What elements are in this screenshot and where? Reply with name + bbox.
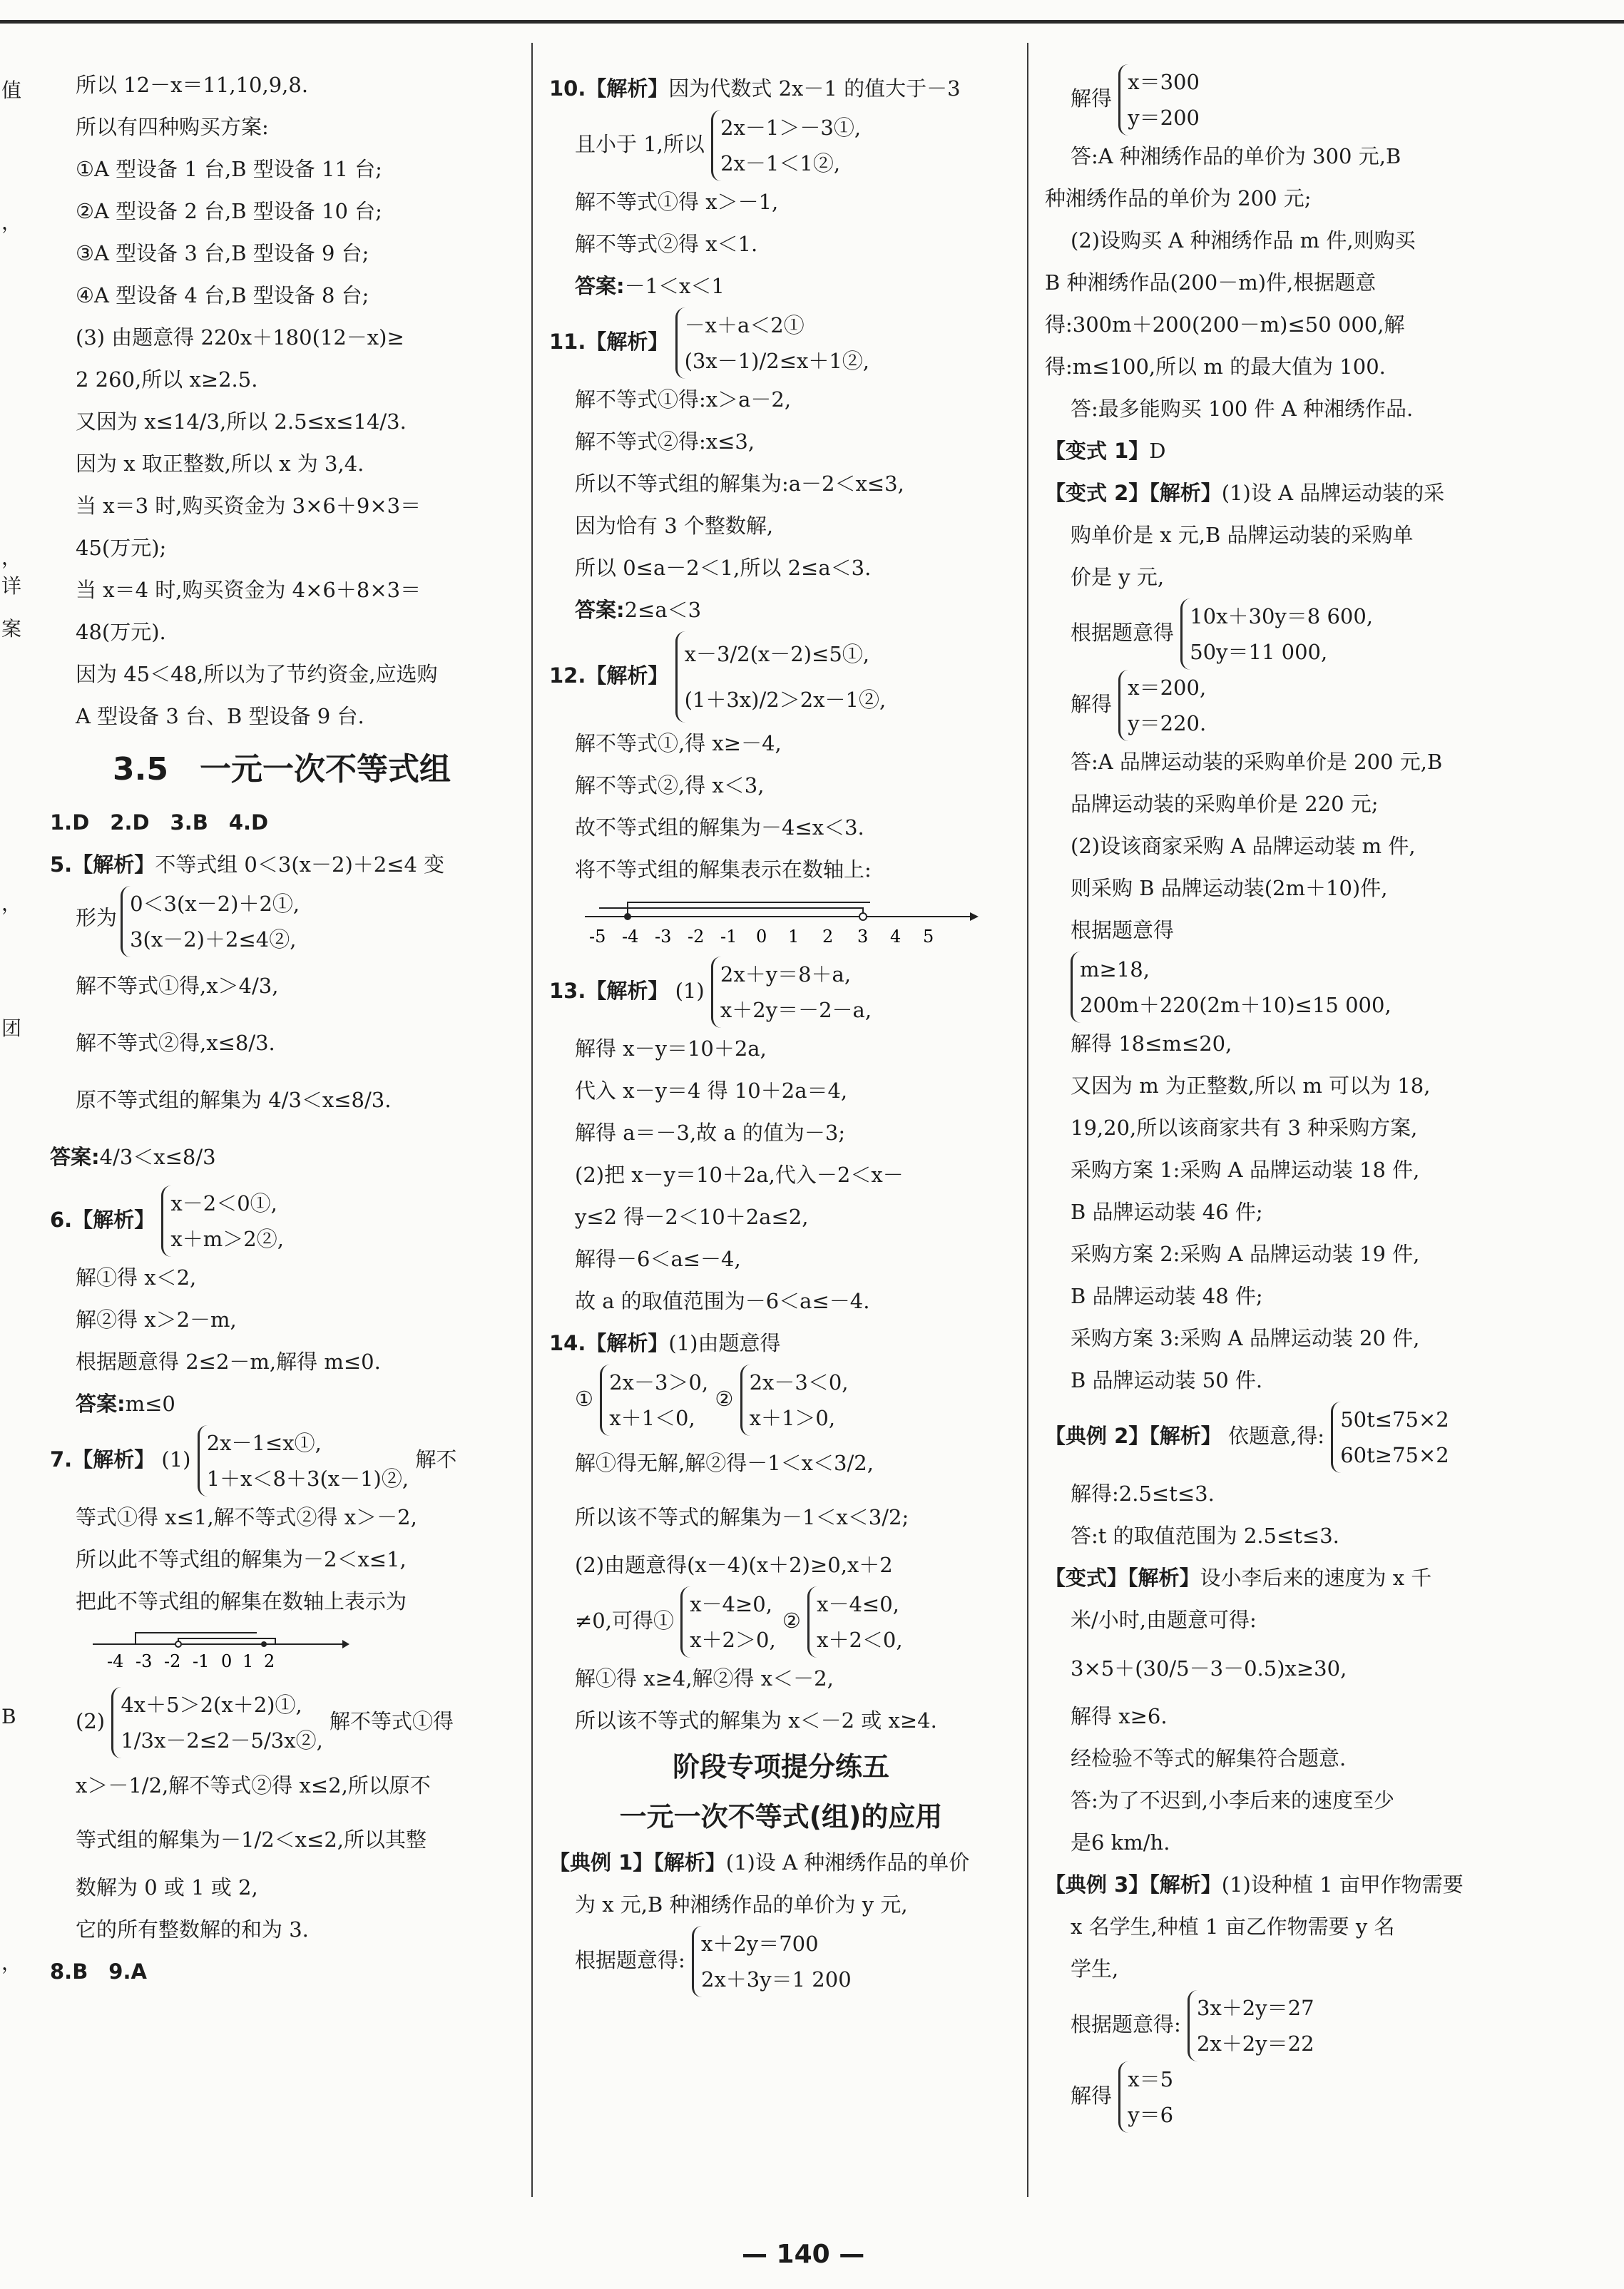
text-line: 当 x＝3 时,购买资金为 3×6＋9×3＝: [76, 494, 422, 518]
equation: x＋2y＝700: [701, 1932, 819, 1956]
text-line: 答:为了不迟到,小李后来的速度至少: [1071, 1788, 1394, 1813]
variant-label: 【变式 2】【解析】: [1045, 481, 1222, 505]
text-line: 解不等式②得,x≤8/3.: [76, 1031, 275, 1055]
text-line: 解不等式①得 x＞－1,: [575, 190, 779, 214]
question-label: 14.【解析】: [549, 1331, 669, 1355]
text-line: 数解为 0 或 1 或 2,: [76, 1875, 258, 1900]
variant-label: 【变式】【解析】: [1045, 1566, 1200, 1590]
equation: x＋1＞0,: [749, 1406, 836, 1430]
text-line: 45(万元);: [76, 536, 167, 560]
example-label: 【典例 2】【解析】: [1045, 1424, 1222, 1448]
text-line: 所以有四种购买方案:: [76, 115, 269, 139]
margin-char: ，: [1, 892, 22, 915]
text-line: B 品牌运动装 46 件;: [1071, 1200, 1263, 1224]
equation: x＝200,: [1128, 676, 1207, 700]
answer: 4/3＜x≤8/3: [99, 1145, 216, 1169]
text-line: 根据题意得:: [1071, 2012, 1181, 2036]
text-line: 解不等式①得: [330, 1709, 454, 1733]
tick-label: 0: [221, 1651, 233, 1671]
text-line: ①A 型设备 1 台,B 型设备 11 台;: [76, 157, 382, 181]
tick-label: 2: [264, 1651, 275, 1671]
equation-system: [161, 1186, 284, 1257]
answer-label: 答案:: [575, 598, 625, 622]
text-line: 不等式组 0＜3(x－2)＋2≤4 变: [155, 852, 445, 877]
answer-label: 答案:: [50, 1145, 100, 1169]
text-line: 解不: [415, 1447, 457, 1472]
equation: (3x－1)/2≤x＋1②,: [684, 349, 870, 373]
text-line: 所以该不等式的解集为－1＜x＜3/2;: [575, 1505, 909, 1529]
equation: 2x＋3y＝1 200: [701, 1967, 852, 1992]
tick-label: -2: [164, 1651, 181, 1671]
question-label: 10.【解析】: [549, 76, 669, 101]
text-line: ④A 型设备 4 台,B 型设备 8 台;: [76, 283, 369, 307]
tick-label: 1: [242, 1651, 254, 1671]
text-line: 因为代数式 2x－1 的值大于－3: [668, 76, 961, 101]
text-line: (1): [161, 1447, 191, 1472]
text-line: 等式①得 x≤1,解不等式②得 x＞－2,: [76, 1505, 417, 1529]
text-line: (2)设该商家采购 A 品牌运动装 m 件,: [1071, 834, 1416, 858]
text-line: 解①得无解,解②得－1＜x＜3/2,: [575, 1451, 874, 1475]
text-line: 代入 x－y＝4 得 10＋2a＝4,: [575, 1079, 848, 1103]
text-line: 根据题意得:: [575, 1948, 685, 1972]
text-line: 3×5＋(30/5－3－0.5)x≥30,: [1071, 1656, 1347, 1681]
answer: m≤0: [125, 1392, 175, 1416]
example-label: 【典例 3】【解析】: [1045, 1872, 1222, 1897]
text-line: 把此不等式组的解集在数轴上表示为: [76, 1589, 407, 1613]
text-line: 解得 x≥6.: [1071, 1704, 1168, 1728]
equation: 4x＋5＞2(x＋2)①,: [121, 1693, 302, 1717]
equation-system: [1331, 1402, 1449, 1473]
top-rule: [0, 20, 1624, 24]
margin-char: ，: [1, 546, 22, 569]
question-label: 5.【解析】: [50, 852, 155, 877]
text-line: 为 x 元,B 种湘绣作品的单价为 y 元,: [575, 1892, 908, 1917]
answer: －1＜x＜1: [624, 274, 725, 298]
text-line: 解不等式①得:x＞a－2,: [575, 387, 792, 412]
equation: 50t≤75×2: [1340, 1407, 1449, 1432]
text-line: 种湘绣作品的单价为 200 元;: [1045, 186, 1312, 210]
equation: 10x＋30y＝8 600,: [1190, 604, 1374, 628]
text-line: 解得: [1071, 86, 1113, 111]
text-line: (2)设购买 A 种湘绣作品 m 件,则购买: [1071, 228, 1416, 253]
text-line: 48(万元).: [76, 620, 166, 644]
equation: 3(x－2)＋2≤4②,: [130, 927, 297, 952]
equation: x－3/2(x－2)≤5①,: [684, 642, 870, 666]
equation: 2x＋2y＝22: [1197, 2031, 1314, 2056]
equation-system: [711, 110, 861, 181]
text-line: (1)由题意得: [668, 1331, 781, 1355]
column-divider: [531, 43, 533, 2197]
column-divider: [1027, 43, 1028, 2197]
text-line: 形为: [76, 905, 118, 930]
answer-label: 答案:: [575, 274, 625, 298]
text-line: 所以 12－x＝11,10,9,8.: [76, 73, 309, 97]
equation-system: [1118, 2061, 1173, 2133]
text-line: ②: [782, 1609, 801, 1633]
column-3: [1045, 64, 1530, 2133]
question-label: 7.【解析】: [50, 1447, 155, 1472]
equation: 2x＋y＝8＋a,: [720, 962, 852, 987]
text-line: ≠0,可得①: [575, 1609, 674, 1633]
text-line: 等式组的解集为－1/2＜x≤2,所以其整: [76, 1827, 427, 1852]
column-2: [549, 68, 1013, 1997]
answer: 2≤a＜3: [624, 598, 702, 622]
text-line: 品牌运动装的采购单价是 220 元;: [1071, 792, 1379, 816]
tick-label: 0: [756, 927, 767, 947]
text-line: 答:A 种湘绣作品的单价为 300 元,B: [1071, 144, 1401, 168]
margin-char: ，: [1, 210, 22, 234]
text-line: 解得:2.5≤t≤3.: [1071, 1482, 1215, 1506]
tick-label: -2: [688, 927, 705, 947]
text-line: (1)设种植 1 亩甲作物需要: [1221, 1872, 1464, 1897]
text-line: 价是 y 元,: [1071, 565, 1165, 589]
equation: 2x－3＞0,: [609, 1370, 709, 1395]
equation: 60t≥75×2: [1340, 1443, 1449, 1467]
text-line: 解得 a＝－3,故 a 的值为－3;: [575, 1121, 846, 1145]
equation: 1/3x－2≤2－5/3x②,: [121, 1728, 323, 1753]
text-line: 解得－6＜a≤－4,: [575, 1247, 741, 1271]
answers: 8.B 9.A: [50, 1959, 147, 1984]
text-line: 所以 0≤a－2＜1,所以 2≤a＜3.: [575, 556, 872, 580]
answer-label: 答案:: [76, 1392, 126, 1416]
tick-label: 5: [923, 927, 934, 947]
text-line: 解①得 x≥4,解②得 x＜－2,: [575, 1666, 834, 1691]
text-line: 采购方案 3:采购 A 品牌运动装 20 件,: [1071, 1326, 1420, 1350]
text-line: 故 a 的取值范围为－6＜a≤－4.: [575, 1289, 870, 1313]
column-1: [50, 64, 514, 1993]
text-line: (3) 由题意得 220x＋180(12－x)≥: [76, 325, 404, 350]
equation: x－2＜0①,: [170, 1191, 277, 1215]
text-line: ②A 型设备 2 台,B 型设备 10 台;: [76, 199, 382, 223]
equation-system: [198, 1425, 409, 1497]
number-line: [585, 898, 984, 949]
margin-char: 案: [1, 617, 22, 641]
text-line: 是6 km/h.: [1071, 1830, 1170, 1855]
text-line: 解不等式①,得 x≥－4,: [575, 731, 782, 755]
text-line: 故不等式组的解集为－4≤x＜3.: [575, 815, 864, 840]
text-line: 原不等式组的解集为 4/3＜x≤8/3.: [76, 1088, 392, 1112]
equation: x＋2＜0,: [817, 1628, 903, 1652]
text-line: x＞－1/2,解不等式②得 x≤2,所以原不: [76, 1773, 431, 1798]
text-line: 则采购 B 品牌运动装(2m＋10)件,: [1071, 876, 1388, 900]
text-line: (2)由题意得(x－4)(x＋2)≥0,x＋2: [575, 1553, 893, 1577]
equation: x＋2＞0,: [690, 1628, 776, 1652]
text-line: 19,20,所以该商家共有 3 种采购方案,: [1071, 1116, 1418, 1140]
text-line: 依题意,得:: [1228, 1424, 1324, 1448]
stage-title: 阶段专项提分练五: [672, 1751, 889, 1783]
equation-system: [600, 1365, 708, 1436]
text-line: 解得: [1071, 2084, 1113, 2108]
equation: 200m＋220(2m＋10)≤15 000,: [1080, 993, 1391, 1017]
text-line: 经检验不等式的解集符合题意.: [1071, 1746, 1347, 1770]
text-line: y≤2 得－2＜10＋2a≤2,: [575, 1205, 809, 1229]
text-line: 又因为 m 为正整数,所以 m 可以为 18,: [1071, 1074, 1431, 1098]
equation: 2x－3＜0,: [749, 1370, 849, 1395]
text-line: ②: [715, 1387, 734, 1411]
text-line: B 品牌运动装 50 件.: [1071, 1368, 1263, 1392]
equation-system: [111, 1687, 322, 1758]
answer: D: [1149, 439, 1166, 463]
tick-label: -3: [655, 927, 672, 947]
text-line: 学生,: [1071, 1957, 1119, 1981]
equation: y＝200: [1128, 106, 1200, 130]
text-line: 解不等式②得:x≤3,: [575, 429, 755, 454]
text-line: 它的所有整数解的和为 3.: [76, 1917, 309, 1942]
text-line: B 种湘绣作品(200－m)件,根据题意: [1045, 270, 1377, 295]
equation: 1＋x＜8＋3(x－1)②,: [206, 1467, 409, 1491]
margin-char: 详: [1, 574, 22, 598]
margin-char: B: [1, 1705, 16, 1728]
answers: 1.D 2.D 3.B 4.D: [50, 810, 269, 835]
text-line: 解得 18≤m≤20,: [1071, 1031, 1232, 1056]
equation-system: [121, 886, 300, 957]
text-line: 解得: [1071, 692, 1113, 716]
equation-system: [675, 631, 887, 723]
text-line: x 名学生,种植 1 亩乙作物需要 y 名: [1071, 1915, 1395, 1939]
text-line: 答:最多能购买 100 件 A 种湘绣作品.: [1071, 397, 1414, 421]
equation-system: [1071, 952, 1391, 1023]
stage-subtitle: 一元一次不等式(组)的应用: [619, 1801, 943, 1832]
equation: 2x－1＞－3①,: [720, 116, 862, 140]
question-label: 12.【解析】: [549, 663, 669, 688]
text-line: 所以该不等式的解集为 x＜－2 或 x≥4.: [575, 1708, 937, 1733]
equation: 3x＋2y＝27: [1197, 1996, 1314, 2020]
equation: x＋2y＝－2－a,: [720, 998, 872, 1022]
equation: x＋m＞2②,: [170, 1227, 284, 1251]
text-line: 因为 45＜48,所以为了节约资金,应选购: [76, 662, 438, 686]
margin-char: 值: [1, 78, 22, 102]
equation: x－4≤0,: [817, 1592, 899, 1616]
text-line: 采购方案 2:采购 A 品牌运动装 19 件,: [1071, 1242, 1420, 1266]
text-line: 解得 x－y＝10＋2a,: [575, 1036, 767, 1061]
equation: 50y＝11 000,: [1190, 640, 1328, 664]
tick-label: -5: [589, 927, 606, 947]
text-line: 将不等式组的解集表示在数轴上:: [575, 857, 872, 882]
text-line: B 品牌运动装 48 件;: [1071, 1284, 1263, 1308]
equation-system: [1188, 1990, 1314, 2061]
text-line: (2)把 x－y＝10＋2a,代入－2＜x－: [575, 1163, 904, 1187]
section-title: 3.5 一元一次不等式组: [113, 751, 451, 787]
equation-system: [807, 1586, 902, 1658]
tick-label: -3: [136, 1651, 153, 1671]
equation: 0＜3(x－2)＋2①,: [130, 892, 300, 916]
equation: m≥18,: [1080, 957, 1150, 982]
tick-label: 3: [857, 927, 869, 947]
equation: 2x－1≤x①,: [206, 1431, 322, 1455]
example-label: 【典例 1】【解析】: [549, 1850, 726, 1875]
equation-system: [711, 957, 872, 1028]
margin-char: 团: [1, 1016, 22, 1040]
equation: x＝5: [1128, 2067, 1174, 2091]
question-label: 13.【解析】: [549, 979, 669, 1003]
text-line: 2 260,所以 x≥2.5.: [76, 367, 258, 392]
text-line: (2): [76, 1709, 106, 1733]
equation: x＝300: [1128, 70, 1200, 94]
text-line: 解②得 x＞2－m,: [76, 1307, 237, 1332]
tick-label: -1: [193, 1651, 210, 1671]
equation-system: [740, 1365, 849, 1436]
text-line: 设小李后来的速度为 x 千: [1200, 1566, 1432, 1590]
text-line: 解不等式②,得 x＜3,: [575, 773, 765, 797]
text-line: 答:A 品牌运动装的采购单价是 200 元,B: [1071, 750, 1443, 774]
text-line: 因为恰有 3 个整数解,: [575, 514, 774, 538]
equation: x－4≥0,: [690, 1592, 772, 1616]
text-line: 采购方案 1:采购 A 品牌运动装 18 件,: [1071, 1158, 1420, 1182]
text-line: 得:m≤100,所以 m 的最大值为 100.: [1045, 355, 1386, 379]
text-line: 因为 x 取正整数,所以 x 为 3,4.: [76, 452, 364, 476]
equation-system: [1180, 598, 1373, 670]
text-line: 又因为 x≤14/3,所以 2.5≤x≤14/3.: [76, 409, 407, 434]
text-line: A 型设备 3 台、B 型设备 9 台.: [76, 704, 364, 728]
margin-char: ，: [1, 1951, 22, 1974]
number-line: [93, 1630, 349, 1680]
equation: (1＋3x)/2＞2x－1②,: [684, 688, 887, 712]
text-line: 解不等式①得,x＞4/3,: [76, 974, 279, 998]
text-line: 当 x＝4 时,购买资金为 4×6＋8×3＝: [76, 578, 422, 602]
tick-label: -4: [622, 927, 639, 947]
equation-system: [1118, 670, 1206, 741]
tick-label: 2: [822, 927, 834, 947]
equation: －x＋a＜2①: [684, 313, 805, 337]
tick-label: -1: [720, 927, 737, 947]
tick-label: 1: [788, 927, 800, 947]
page-number: — 140 —: [742, 2240, 865, 2269]
equation-system: [1118, 64, 1200, 136]
text-line: 所以不等式组的解集为:a－2＜x≤3,: [575, 471, 904, 496]
text-line: 解①得 x＜2,: [76, 1265, 197, 1290]
text-line: 米/小时,由题意可得:: [1071, 1608, 1257, 1632]
text-line: 得:300m＋200(200－m)≤50 000,解: [1045, 312, 1405, 337]
text-line: 购单价是 x 元,B 品牌运动装的采购单: [1071, 523, 1414, 547]
equation: x＋1＜0,: [609, 1406, 695, 1430]
text-line: (1): [675, 979, 705, 1003]
text-line: 答:t 的取值范围为 2.5≤t≤3.: [1071, 1524, 1339, 1548]
text-line: ③A 型设备 3 台,B 型设备 9 台;: [76, 241, 369, 265]
text-line: 所以此不等式组的解集为－2＜x≤1,: [76, 1547, 407, 1571]
equation-system: [675, 307, 869, 379]
variant-label: 【变式 1】: [1045, 439, 1150, 463]
text-line: 根据题意得: [1071, 918, 1175, 942]
tick-label: -4: [107, 1651, 124, 1671]
equation: y＝220.: [1128, 711, 1207, 735]
text-line: 根据题意得 2≤2－m,解得 m≤0.: [76, 1350, 381, 1374]
tick-label: 4: [890, 927, 902, 947]
text-line: (1)设 A 品牌运动装的采: [1221, 481, 1445, 505]
text-line: (1)设 A 种湘绣作品的单价: [725, 1850, 970, 1875]
equation: 2x－1＜1②,: [720, 151, 841, 175]
equation-system: [680, 1586, 775, 1658]
question-label: 6.【解析】: [50, 1208, 155, 1232]
text-line: ①: [575, 1387, 593, 1411]
text-line: 解不等式②得 x＜1.: [575, 232, 758, 256]
text-line: 根据题意得: [1071, 621, 1175, 645]
equation: y＝6: [1128, 2103, 1174, 2127]
question-label: 11.【解析】: [549, 330, 669, 354]
text-line: 且小于 1,所以: [575, 132, 705, 156]
equation-system: [692, 1926, 852, 1997]
